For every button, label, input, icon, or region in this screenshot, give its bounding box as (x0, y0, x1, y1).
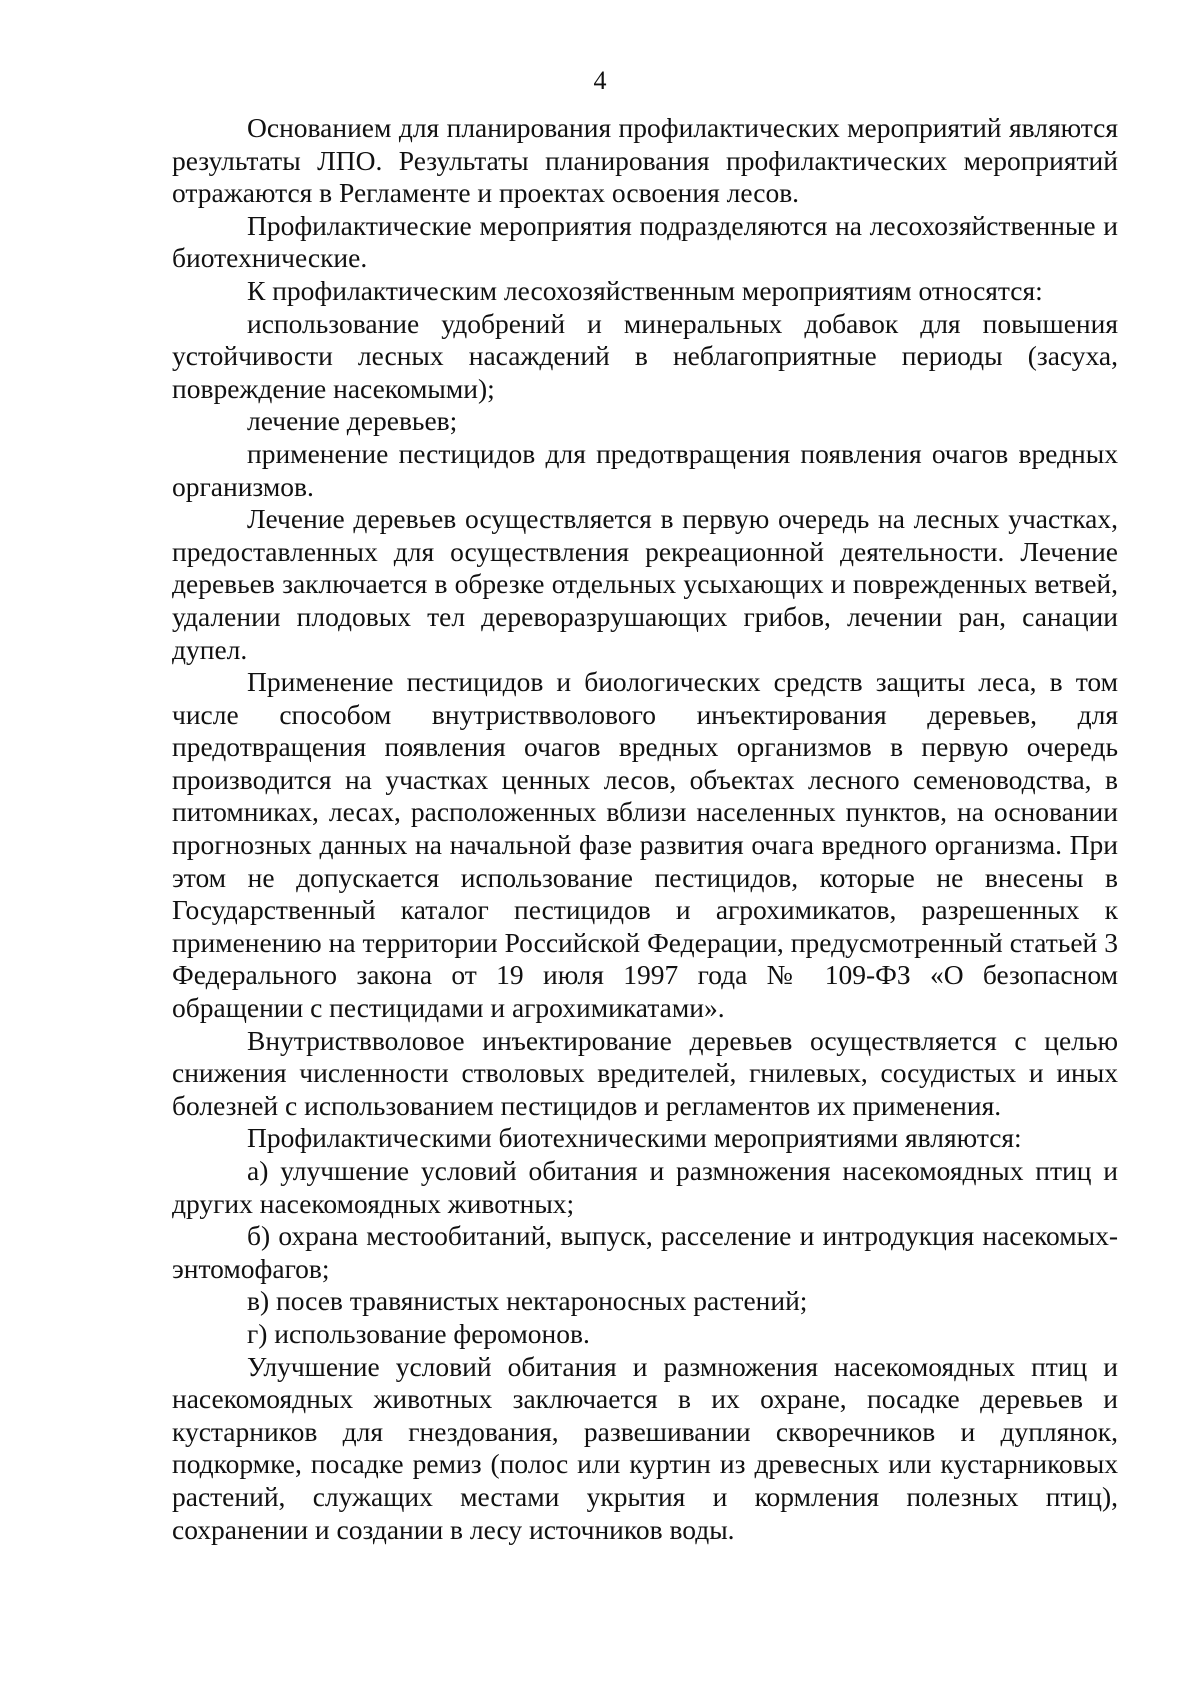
paragraph-biotech-measures-intro: Профилактическими биотехническими мероприятиями являются: (247, 1122, 1022, 1154)
paragraph-pesticide-application: Применение пестицидов и биологических средств защиты леса, в том числе способом внутриствволового инъектирования деревьев, для предотвращения появления очагов вредных организмов в первую очередь производится на участках ценных лесов, объектах лесного семеноводства, в питомниках, лесах, расположенных вблизи населенных пунктов, на основании прогнозных данных на начальной фазе развития очага вредного организма. При этом не допускается использование пестицидов, которые не внесены в Государственный каталог пестицидов и агрохимикатов, разрешенных к применению на территории Российской Федерации, предусмотренный статьей 3 Федерального закона от 19 июля 1997 года № 109-ФЗ «О безопасном обращении с пестицидами и агрохимикатами». (172, 666, 1118, 1024)
document-body (172, 112, 1118, 1546)
list-item-d-pheromones: г) использование феромонов. (247, 1317, 590, 1349)
paragraph-bird-habitat-improvement: Улучшение условий обитания и размножения насекомоядных птиц и насекомоядных животных заключается в их охране, посадке деревьев и кустарников для гнездования, развешивании скворечников и дуплянок, подкормке, посадке ремиз (полос или куртин из древесных или кустарниковых растений, служащих местами укрытия и кормления полезных птиц), сохранении и создании в лесу источников воды. (172, 1350, 1118, 1545)
list-item-a-birds-habitat: а) улучшение условий обитания и размножения насекомоядных птиц и других насекомоядных животных; (172, 1155, 1118, 1219)
paragraph-trunk-injection: Внутриствволовое инъектирование деревьев осуществляется с целью снижения численности стволовых вредителей, гнилевых, сосудистых и иных болезней с использованием пестицидов и регламентов их применения. (172, 1024, 1118, 1121)
paragraph-measures-types: Профилактические мероприятия подразделяются на лесохозяйственные и биотехнические. (172, 209, 1118, 274)
list-item-b-entomophages: б) охрана местообитаний, выпуск, расселение и интродукция насекомых-энтомофагов; (172, 1220, 1118, 1284)
list-item-c-nectar-plants: в) посев травянистых нектароносных растений; (247, 1285, 808, 1317)
list-item-fertilizers: использование удобрений и минеральных добавок для повышения устойчивости лесных насаждений в неблагоприятные периоды (засуха, повреждение насекомыми); (172, 307, 1118, 404)
list-item-tree-treatment: лечение деревьев; (247, 405, 458, 437)
paragraph-forestry-measures-intro: К профилактическим лесохозяйственным мероприятиям относятся: (247, 274, 1043, 306)
paragraph-basis-planning: Основанием для планирования профилактических мероприятий являются результаты ЛПО. Результаты планирования профилактических мероприятий отражаются в Регламенте и проектах освоения лесов. (172, 112, 1118, 209)
list-item-pesticides: применение пестицидов для предотвращения появления очагов вредных организмов. (172, 437, 1118, 502)
page-number: 4 (593, 66, 607, 95)
paragraph-tree-treatment: Лечение деревьев осуществляется в первую очередь на лесных участках, предоставленных для осуществления рекреационной деятельности. Лечение деревьев заключается в обрезке отдельных усыхающих и поврежденных ветвей, удалении плодовых тел дереворазрушающих грибов, лечении ран, санации дупел. (172, 503, 1118, 665)
